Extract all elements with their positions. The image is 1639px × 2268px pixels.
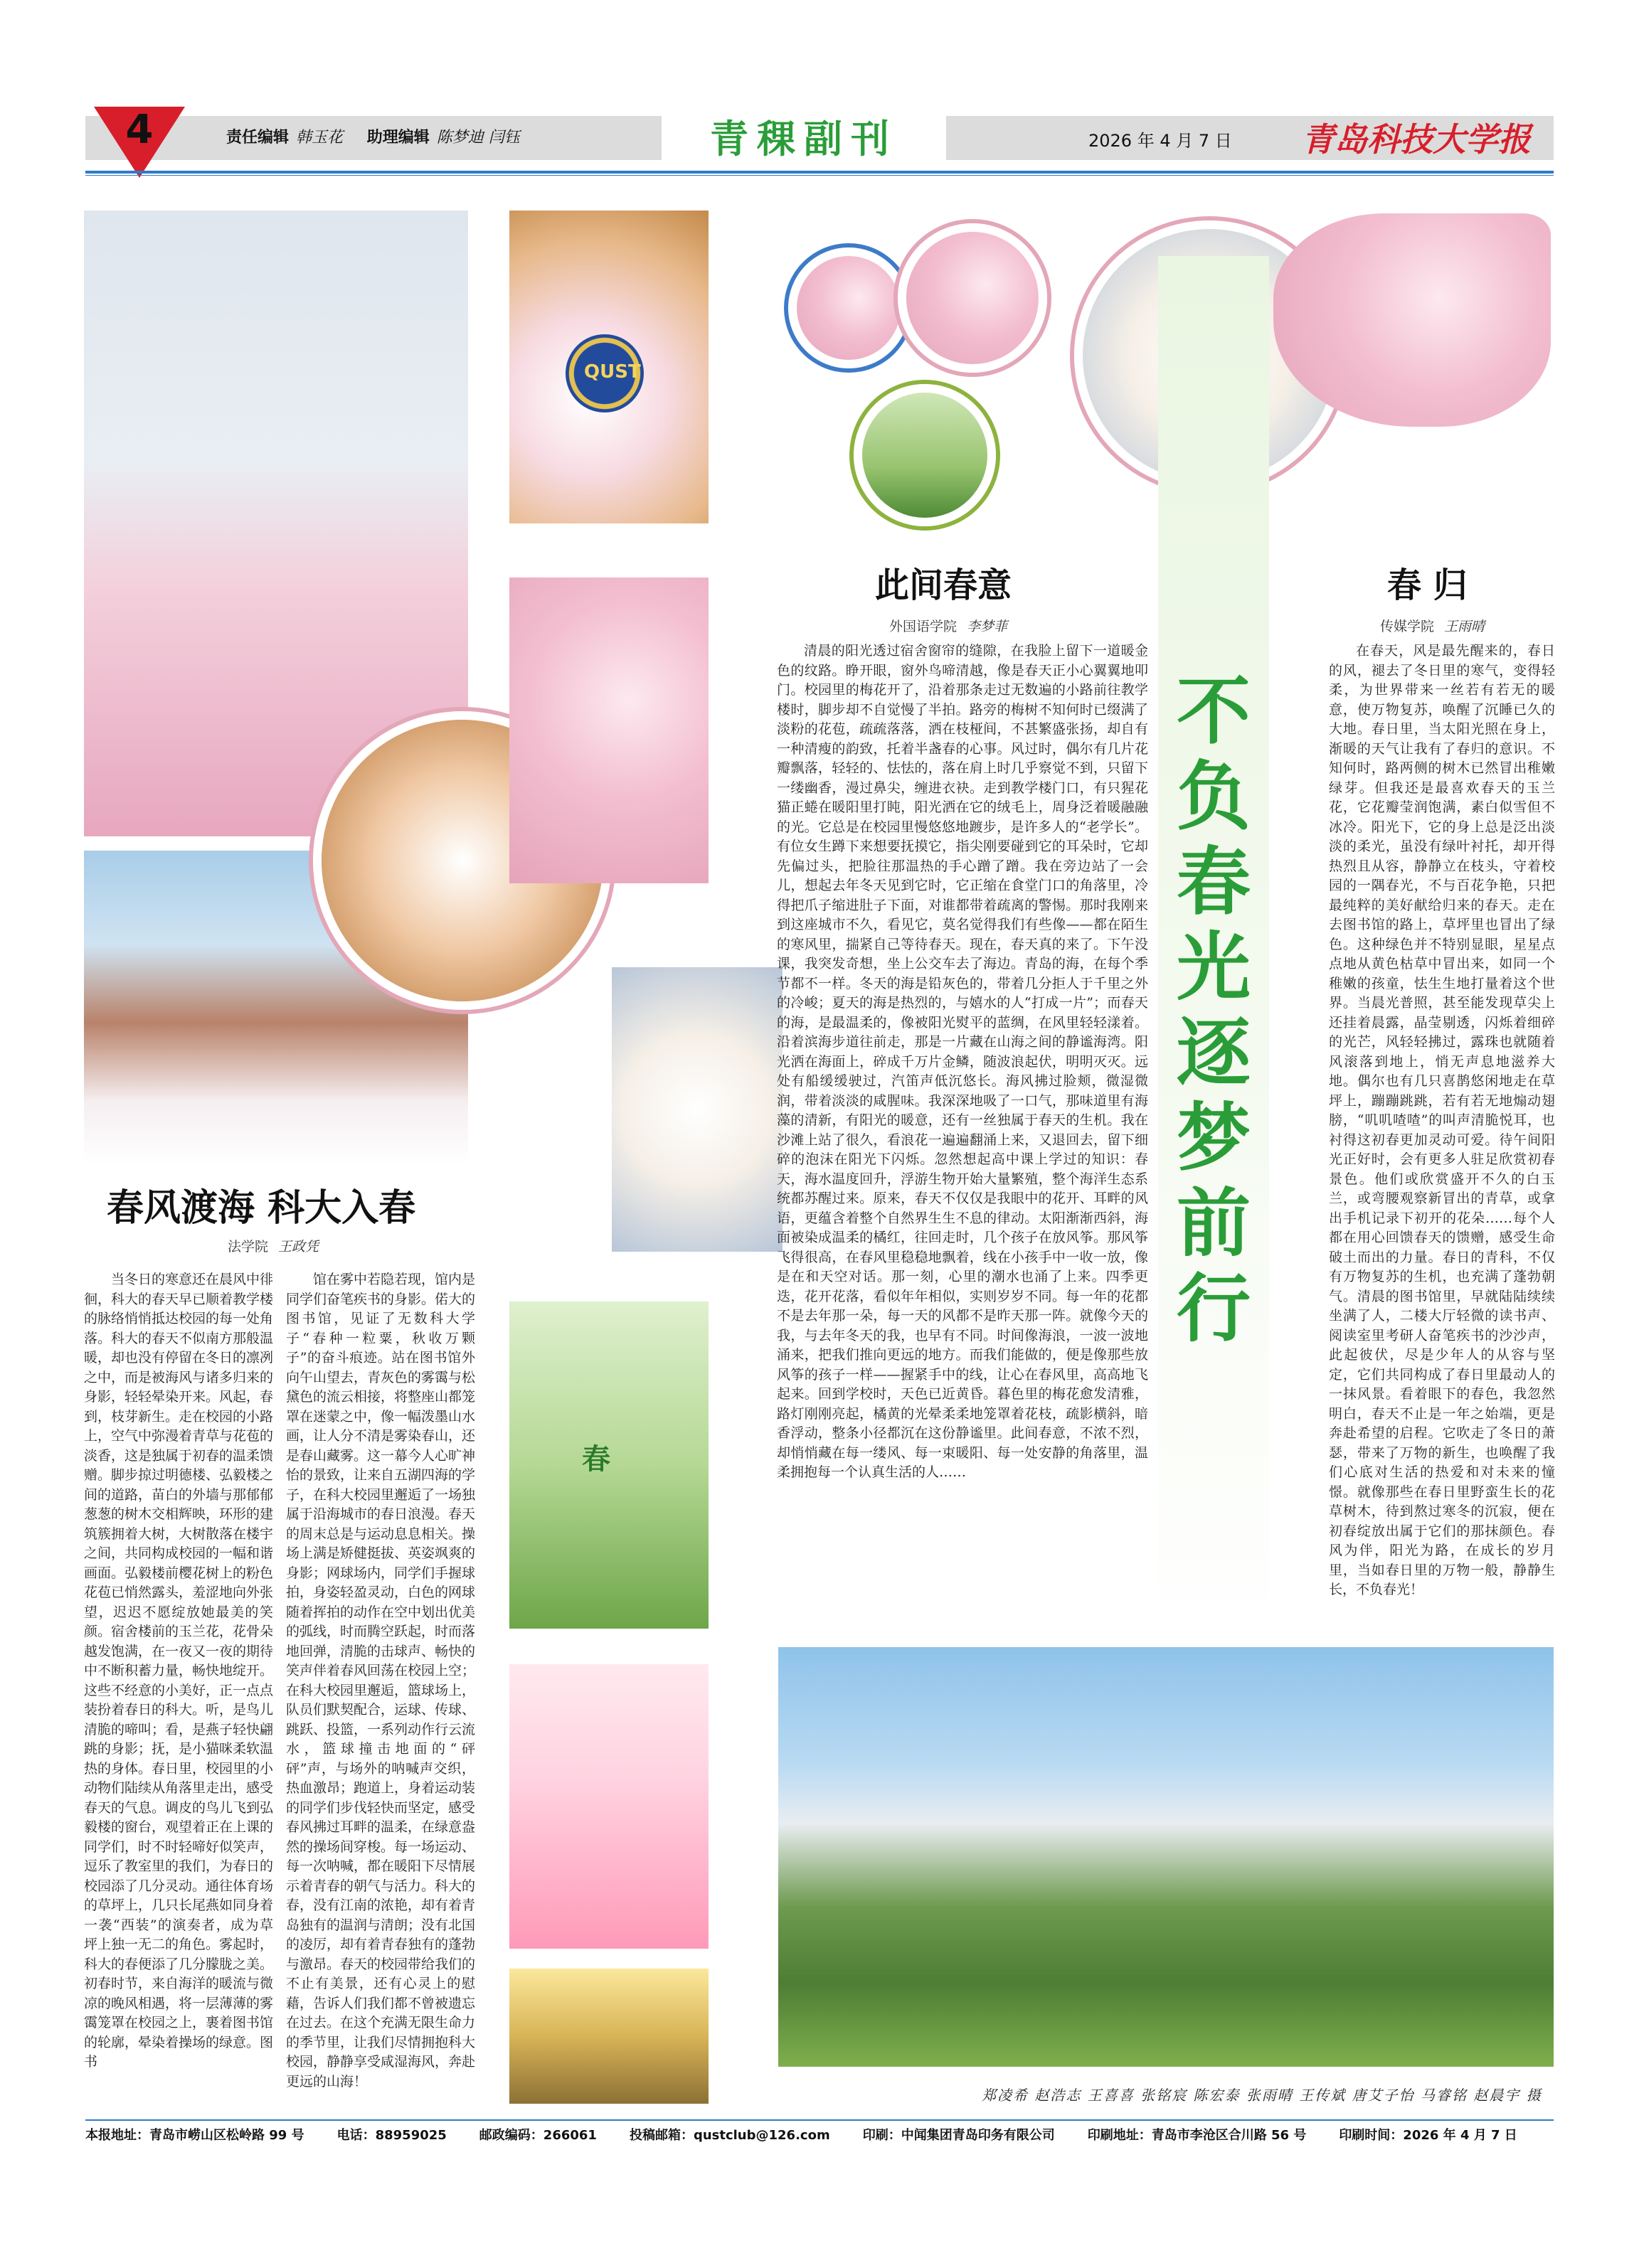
photo-circle-blue bbox=[788, 247, 909, 368]
editor-label: 责任编辑 bbox=[226, 129, 290, 147]
university-badge: QUST bbox=[566, 334, 644, 412]
editor-name: 韩玉花 bbox=[296, 129, 344, 147]
photo-circle-pink bbox=[898, 223, 1047, 373]
photo-pink-blossom-branch bbox=[1273, 213, 1551, 427]
byline-1 bbox=[228, 1236, 319, 1255]
article-title-1: 春风渡海 科大入春 bbox=[107, 1186, 416, 1230]
article-1-column-2 bbox=[286, 1270, 475, 2102]
footer bbox=[85, 2125, 1554, 2144]
byline-3-college: 传媒学院 bbox=[1380, 619, 1435, 634]
byline-2 bbox=[889, 616, 1007, 635]
photo-campus-building bbox=[778, 1647, 1554, 2067]
article-1-text-2: 馆在雾中若隐若现，馆内是同学们奋笔疾书的身影。偌大的图书馆，见证了无数科大学子“春种一粒粟，秋收万颗子”的奋斗痕迹。站在图书馆外向午山望去，青灰色的雾霭与松黛色的流云相接，将整座山都笼罩在迷蒙之中，像一幅泼墨山水画，让人分不清是雾染春山，还是春山藏雾。这一幕今人心旷神怡的景致，让来自五湖四海的学子，在科大校园里邂逅了一场独属于沿海城市的春日浪漫。春天的周末总是与运动息息相关。操场上满是矫健挺拔、英姿飒爽的身影；网球场内，同学们手握球拍，身姿轻盈灵动，白色的网球随着挥拍的动作在空中划出优美的弧线，时而腾空跃起，时而落地回弹，清脆的击球声、畅快的笑声伴着春风回荡在校园上空；在科大校园里邂逅，篮球场上，队员们默契配合，运球、传球、跳跃、投篮，一系列动作行云流水，篮球撞击地面的“砰砰”声，与场外的呐喊声交织，热血激昂；跑道上，身着运动装的同学们步伐轻快而坚定，感受春风拂过耳畔的温柔，在绿意盎然的操场间穿梭。每一场运动、每一次呐喊，都在暖阳下尽情展示着青春的朝气与活力。科大的春，没有江南的浓艳，却有着青岛独有的温润与清朗；没有北国的凌厉，却有着青春独有的蓬勃与激昂。春天的校园带给我们的不止有美景，还有心灵上的慰藉，告诉人们我们都不曾被遗忘在过去。在这个充满无限生命力的季节里，让我们尽情拥抱科大校园，静静享受咸湿海风，奔赴更远的山海！ bbox=[286, 1272, 475, 2089]
footer-phone: 电话：88959025 bbox=[336, 2128, 447, 2143]
newspaper-logo: 青岛科技大学报 bbox=[1302, 120, 1531, 159]
header-rule-thin bbox=[85, 175, 1554, 176]
header-rule bbox=[85, 171, 1554, 174]
article-title-2: 此间春意 bbox=[875, 565, 1012, 605]
article-2-column bbox=[777, 641, 1148, 1602]
footer-rule bbox=[85, 2119, 1554, 2121]
footer-printer: 印刷：中闻集团青岛印务有限公司 bbox=[862, 2128, 1055, 2143]
photo-white-petals bbox=[612, 967, 783, 1252]
chun-photo-label: 春 bbox=[582, 1442, 610, 1476]
assistant-editor-label: 助理编辑 bbox=[366, 129, 430, 147]
article-3-text: 在春天，风是最先醒来的，春日的风，褪去了冬日里的寒气，变得轻柔，为世界带来一丝若有若无的暖意，使万物复苏，唤醒了沉睡已久的大地。春日里，当太阳光照在身上，渐暖的天气让我有了春归的意识。不知何时，路两侧的树木已然冒出稚嫩绿芽。但我还是最喜欢春天的玉兰花，它花瓣莹润饱满，素白似雪但不冰冷。阳光下，它的身上总是泛出淡淡的柔光，虽没有绿叶衬托，却开得热烈且从容，静静立在枝头，守着校园的一隅春光，不与百花争艳，只把最纯粹的美好献给归来的春天。走在去图书馆的路上，草坪里也冒出了绿色。这种绿色并不特别显眼，星星点点地从黄色枯草中冒出来，如同一个稚嫩的孩童，怯生生地打量着这个世界。当晨光普照，甚至能发现草尖上还挂着晨露，晶莹剔透，闪烁着细碎的光芒，风轻轻拂过，露珠也就随着风滚落到地上，悄无声息地滋养大地。偶尔也有几只喜鹊悠闲地走在草坪上，蹦蹦跳跳，若有若无地煽动翅膀，“叽叽喳喳”的叫声清脆悦耳，也衬得这初春更加灵动可爱。待午间阳光正好时，会有更多人驻足欣赏初春景色。他们或欣赏盛开不久的白玉兰，或弯腰观察新冒出的青草，或拿出手机记录下初开的花朵……每个人都在用心回馈春天的馈赠，感受生命破土而出的力量。春日的青科，不仅有万物复苏的生机，也充满了蓬勃朝气。清晨的图书馆里，早就陆陆续续坐满了人，二楼大厅轻微的读书声、阅读室里考研人奋笔疾书的沙沙声，此起彼伏，尽是少年人的从容与坚定，它们共同构成了春日里最动人的一抹风景。看着眼下的春色，我忽然明白，春天不止是一年之始端，更是奔赴希望的启程。它吹走了冬日的萧瑟，带来了万物的新生，也唤醒了我们心底对生活的热爱和对未来的憧憬。就像那些在春日里野蛮生长的花草树木，待到熬过寒冬的沉寂，便在初春绽放出属于它们的那抹颜色。春风为伴，阳光为路，在成长的岁月里，当如春日里的万物一般，静静生长，不负春光！ bbox=[1329, 643, 1555, 1597]
section-title: 青稞副刊 bbox=[662, 114, 946, 162]
article-1-column-1 bbox=[84, 1270, 273, 2102]
photo-chun-lettering bbox=[509, 1664, 709, 1949]
byline-3 bbox=[1380, 616, 1485, 635]
footer-postcode: 邮政编码：266061 bbox=[479, 2128, 597, 2143]
footer-email: 投稿邮箱：qustclub@126.com bbox=[629, 2128, 830, 2143]
article-1-text-1: 当冬日的寒意还在晨风中徘徊，科大的春天早已顺着教学楼的脉络悄悄抵达校园的每一处角落。科大的春天不似南方那般温暖，却也没有停留在冬日的凛冽之中，而是被海风与诸多归来的身影，轻轻晕染开来。风起，春到，枝芽新生。走在校园的小路上，空气中弥漫着青草与花苞的淡香，这是独属于初春的温柔馈赠。脚步掠过明德楼、弘毅楼之间的道路，苗白的外墙与那郁郁葱葱的树木交相辉映，环形的建筑簇拥着大树，大树散落在楼宇之间，共同构成校园的一幅和谐画面。弘毅楼前樱花树上的粉色花苞已悄然露头，羞涩地向外张望，迟迟不愿绽放她最美的笑颜。宿舍楼前的玉兰花，花骨朵越发饱满，在一夜又一夜的期待中不断积蓄力量，畅快地绽开。这些不经意的小美好，正一点点装扮着春日的科大。听，是鸟儿清脆的啼叫；看，是燕子轻快翩跳的身影；抚，是小猫咪柔软温热的身体。春日里，校园里的小动物们陆续从角落里走出，感受春天的气息。调皮的鸟儿飞到弘毅楼的窗台，观望着正在上课的同学们，时不时轻啼好似笑声，逗乐了教室里的我们，为春日的校园添了几分灵动。通往体育场的草坪上，几只长尾燕如同身着一袭“西装”的演奏者，成为草坪上独一无二的角色。雾起时，科大的春便添了几分朦胧之美。初春时节，来自海洋的暖流与微凉的晚风相遇，将一层薄薄的雾霭笼罩在校园之上，裹着图书馆的轮廓，晕染着操场的绿意。图书 bbox=[84, 1272, 273, 2070]
photo-pink-branch bbox=[509, 577, 709, 883]
editor-credits bbox=[226, 125, 539, 147]
photo-credit: 郑凌希 赵浩志 王喜喜 张铭宸 陈宏泰 张雨晴 王传斌 唐艾子怡 马睿铭 赵晨宇 摄 bbox=[982, 2087, 1542, 2104]
assistant-editor-names: 陈梦迪 闫钰 bbox=[436, 129, 520, 147]
publication-date: 2026 年 4 月 7 日 bbox=[1088, 131, 1232, 151]
article-3-column bbox=[1329, 641, 1555, 1630]
byline-3-author: 王雨晴 bbox=[1444, 619, 1485, 634]
footer-print-address: 印刷地址：青岛市李沧区合川路 56 号 bbox=[1087, 2128, 1307, 2143]
page-number: 4 bbox=[125, 107, 154, 153]
footer-address: 本报地址：青岛市崂山区松岭路 99 号 bbox=[85, 2128, 304, 2143]
footer-print-date: 印刷时间：2026 年 4 月 7 日 bbox=[1339, 2128, 1517, 2143]
slogan-vertical: 不负春光 逐梦前行 bbox=[1176, 668, 1251, 1352]
byline-1-college: 法学院 bbox=[228, 1239, 269, 1255]
photo-circle-green bbox=[854, 384, 996, 526]
photo-yellow-blossom bbox=[509, 1969, 709, 2104]
article-title-3: 春 归 bbox=[1387, 565, 1468, 605]
byline-2-college: 外国语学院 bbox=[889, 619, 958, 634]
byline-1-author: 王政凭 bbox=[278, 1239, 319, 1255]
article-2-text: 清晨的阳光透过宿舍窗帘的缝隙，在我脸上留下一道暖金色的纹路。睁开眼，窗外鸟啼清越，像是春天正小心翼翼地叩门。校园里的梅花开了，沿着那条走过无数遍的小路前往教学楼时，脚步却不自觉慢了半拍。路旁的梅树不知何时已缀满了淡粉的花苞，疏疏落落，洒在枝桠间，不甚繁盛张扬，却自有一种清瘦的韵致，托着半盏春的心事。风过时，偶尔有几片花瓣飘落，轻轻的、怯怯的，落在肩上时几乎察觉不到，只留下一缕幽香，漫过鼻尖，缠进衣袂。走到教学楼门口，有只猩花猫正蜷在暖阳里打盹，阳光洒在它的绒毛上，周身泛着暖融融的光。它总是在校园里慢悠悠地踱步，是许多人的“老学长”。有位女生蹲下来想要抚摸它，指尖刚要碰到它的耳朵时，它却先偏过头，把脸往那温热的手心蹭了蹭。我在旁边站了一会儿，想起去年冬天见到它时，它正缩在食堂门口的角落里，冷得把爪子缩进肚子下面，对谁都带着疏离的警惕。那时我刚来到这座城市不久，看见它，莫名觉得我们有些像——都在陌生的寒风里，揣紧自己等待春天。现在，春天真的来了。下午没课，我突发奇想，坐上公交车去了海边。青岛的海，在每个季节都不一样。冬天的海是铅灰色的，带着几分拒人于千里之外的冷峻；夏天的海是热烈的，与嬉水的人“打成一片”；而春天的海，是最温柔的，像被阳光熨平的蓝绸，在风里轻轻漾着。沿着滨海步道往前走，那是一片藏在山海之间的静谧海湾。阳光洒在海面上，碎成千万片金鳞，随波浪起伏，明明灭灭。远处有船缓缓驶过，汽笛声低沉悠长。海风拂过脸颊，微湿微润，带着淡淡的咸腥味。我深深地吸了一口气，那味道里有海藻的清新，有阳光的暖意，还有一丝独属于春天的生机。我在沙滩上站了很久，看浪花一遍遍翻涌上来，又退回去，留下细碎的泡沫在阳光下闪烁。忽然想起高中课上学过的知识：春天，海水温度回升，浮游生物开始大量繁殖，整个海洋生态系统都苏醒过来。原来，春天不仅仅是我眼中的花开、耳畔的风语，更蕴含着整个自然界生生不息的律动。太阳渐渐西斜，海面被染成温柔的橘红，往回走时，几个孩子在放风筝。那风筝飞得很高，在春风里稳稳地飘着，线在小孩手中一收一放，像是在和天空对话。那一刻，心里的潮水也涌了上来。四季更迭，花开花落，看似年年相似，实则岁岁不同。每一年的花都不是去年那一朵，每一天的风都不是昨天那一阵。就像今天的我，与去年冬天的我，也早有不同。时间像海浪，一波一波地涌来，把我们推向更远的地方。而我们能做的，便是像那些放风筝的孩子一样——握紧手中的线，让心在春风里，高高地飞起来。回到学校时，天色已近黄昏。暮色里的梅花愈发清雅，路灯刚刚亮起，橘黄的光晕柔柔地笼罩着花枝，疏影横斜，暗香浮动，整条小径都沉在这份静谧里。此间春意，不浓不烈，却悄悄藏在每一缕风、每一束暖阳、每一处安静的角落里，温柔拥抱每一个认真生活的人…… bbox=[777, 643, 1148, 1480]
byline-2-author: 李梦菲 bbox=[967, 619, 1008, 634]
